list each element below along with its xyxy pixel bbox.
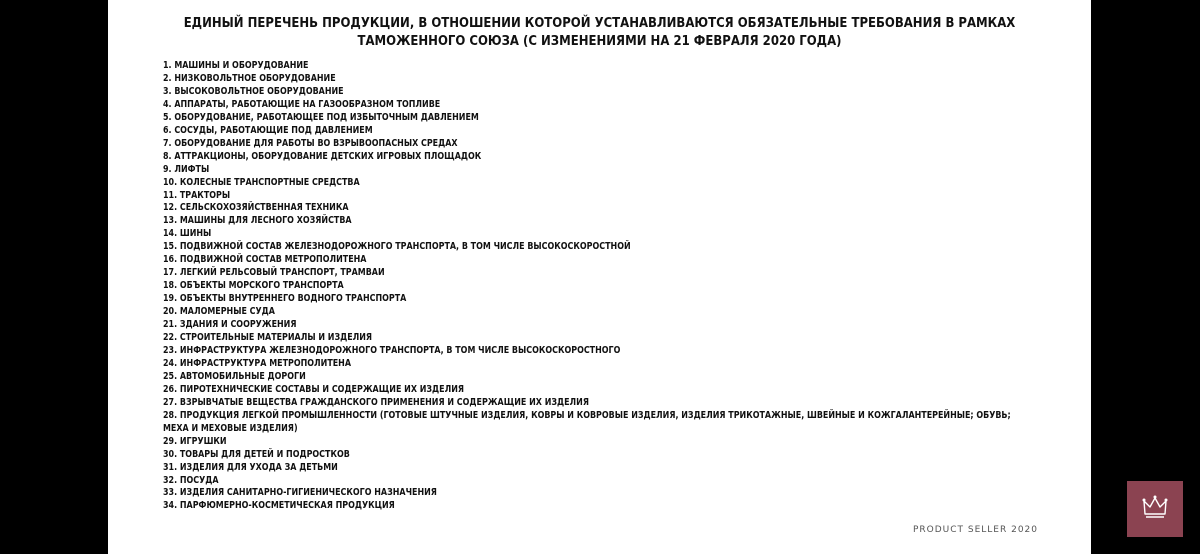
slide-title-line-2: ТАМОЖЕННОГО СОЮЗА (С ИЗМЕНЕНИЯМИ НА 21 ФЕВРАЛЯ 2020 ГОДА) xyxy=(357,33,842,49)
presentation-slide xyxy=(108,0,1091,554)
list-item: 33. ИЗДЕЛИЯ САНИТАРНО-ГИГИЕНИЧЕСКОГО НАЗНАЧЕНИЯ xyxy=(163,487,437,499)
list-item: 3. ВЫСОКОВОЛЬТНОЕ ОБОРУДОВАНИЕ xyxy=(163,85,344,97)
list-item: 14. ШИНЫ xyxy=(163,228,212,240)
list-item: 2. НИЗКОВОЛЬТНОЕ ОБОРУДОВАНИЕ xyxy=(163,72,336,84)
slide-title-line-1: ЕДИНЫЙ ПЕРЕЧЕНЬ ПРОДУКЦИИ, В ОТНОШЕНИИ КОТОРОЙ УСТАНАВЛИВАЮТСЯ ОБЯЗАТЕЛЬНЫЕ ТРЕБОВАНИЯ В РАМКАХ xyxy=(183,15,1016,31)
list-item: 7. ОБОРУДОВАНИЕ ДЛЯ РАБОТЫ ВО ВЗРЫВООПАСНЫХ СРЕДАХ xyxy=(163,137,458,149)
list-item: 25. АВТОМОБИЛЬНЫЕ ДОРОГИ xyxy=(163,370,306,382)
list-item: 9. ЛИФТЫ xyxy=(163,163,210,175)
list-item: 6. СОСУДЫ, РАБОТАЮЩИЕ ПОД ДАВЛЕНИЕМ xyxy=(163,124,373,136)
list-item: 4. АППАРАТЫ, РАБОТАЮЩИЕ НА ГАЗООБРАЗНОМ ТОПЛИВЕ xyxy=(163,98,441,110)
list-item: 26. ПИРОТЕХНИЧЕСКИЕ СОСТАВЫ И СОДЕРЖАЩИЕ ИХ ИЗДЕЛИЯ xyxy=(163,383,465,395)
list-item: 16. ПОДВИЖНОЙ СОСТАВ МЕТРОПОЛИТЕНА xyxy=(163,254,367,266)
slide-title xyxy=(177,14,1022,50)
list-item: 24. ИНФРАСТРУКТУРА МЕТРОПОЛИТЕНА xyxy=(163,357,352,369)
list-item: 34. ПАРФЮМЕРНО-КОСМЕТИЧЕСКАЯ ПРОДУКЦИЯ xyxy=(163,500,395,512)
list-item: 15. ПОДВИЖНОЙ СОСТАВ ЖЕЛЕЗНОДОРОЖНОГО ТРАНСПОРТА, В ТОМ ЧИСЛЕ ВЫСОКОСКОРОСТНОЙ xyxy=(163,241,631,253)
crown-icon xyxy=(1141,492,1169,527)
list-item: 22. СТРОИТЕЛЬНЫЕ МАТЕРИАЛЫ И ИЗДЕЛИЯ xyxy=(163,332,373,344)
list-item: 18. ОБЪЕКТЫ МОРСКОГО ТРАНСПОРТА xyxy=(163,280,344,292)
list-item: 23. ИНФРАСТРУКТУРА ЖЕЛЕЗНОДОРОЖНОГО ТРАНСПОРТА, В ТОМ ЧИСЛЕ ВЫСОКОСКОРОСТНОГО xyxy=(163,344,621,356)
list-item: 5. ОБОРУДОВАНИЕ, РАБОТАЮЩЕЕ ПОД ИЗБЫТОЧНЫМ ДАВЛЕНИЕМ xyxy=(163,111,479,123)
list-item: 29. ИГРУШКИ xyxy=(163,435,227,447)
list-item: 30. ТОВАРЫ ДЛЯ ДЕТЕЙ И ПОДРОСТКОВ xyxy=(163,448,350,460)
footer-brand: PRODUCT SELLER 2020 xyxy=(912,525,1038,535)
list-item: 11. ТРАКТОРЫ xyxy=(163,189,231,201)
list-item: 28. ПРОДУКЦИЯ ЛЕГКОЙ ПРОМЫШЛЕННОСТИ (ГОТОВЫЕ ШТУЧНЫЕ ИЗДЕЛИЯ, КОВРЫ И КОВРОВЫЕ ИЗДЕЛИЯ, ИЗДЕЛИЯ ТРИКОТАЖНЫЕ, ШВЕЙНЫЕ И КОЖГАЛАНТЕРЕЙНЫЕ; ОБУВЬ; МЕХА И МЕХОВЫЕ ИЗДЕЛИЯ) xyxy=(163,409,1011,434)
list-item: 21. ЗДАНИЯ И СООРУЖЕНИЯ xyxy=(163,319,297,331)
brand-logo[interactable] xyxy=(1127,481,1183,537)
list-item: 32. ПОСУДА xyxy=(163,474,219,486)
list-item: 1. МАШИНЫ И ОБОРУДОВАНИЕ xyxy=(163,60,309,71)
list-item: 13. МАШИНЫ ДЛЯ ЛЕСНОГО ХОЗЯЙСТВА xyxy=(163,215,352,227)
list-item: 31. ИЗДЕЛИЯ ДЛЯ УХОДА ЗА ДЕТЬМИ xyxy=(163,461,338,473)
list-item: 8. АТТРАКЦИОНЫ, ОБОРУДОВАНИЕ ДЕТСКИХ ИГРОВЫХ ПЛОЩАДОК xyxy=(163,150,482,162)
list-item: 12. СЕЛЬСКОХОЗЯЙСТВЕННАЯ ТЕХНИКА xyxy=(163,202,349,214)
list-item: 19. ОБЪЕКТЫ ВНУТРЕННЕГО ВОДНОГО ТРАНСПОРТА xyxy=(163,293,407,305)
list-item: 20. МАЛОМЕРНЫЕ СУДА xyxy=(163,306,275,318)
product-list xyxy=(163,60,1035,513)
list-item: 27. ВЗРЫВЧАТЫЕ ВЕЩЕСТВА ГРАЖДАНСКОГО ПРИМЕНЕНИЯ И СОДЕРЖАЩИЕ ИХ ИЗДЕЛИЯ xyxy=(163,396,589,408)
list-item: 17. ЛЕГКИЙ РЕЛЬСОВЫЙ ТРАНСПОРТ, ТРАМВАИ xyxy=(163,267,385,279)
list-item: 10. КОЛЕСНЫЕ ТРАНСПОРТНЫЕ СРЕДСТВА xyxy=(163,176,360,188)
